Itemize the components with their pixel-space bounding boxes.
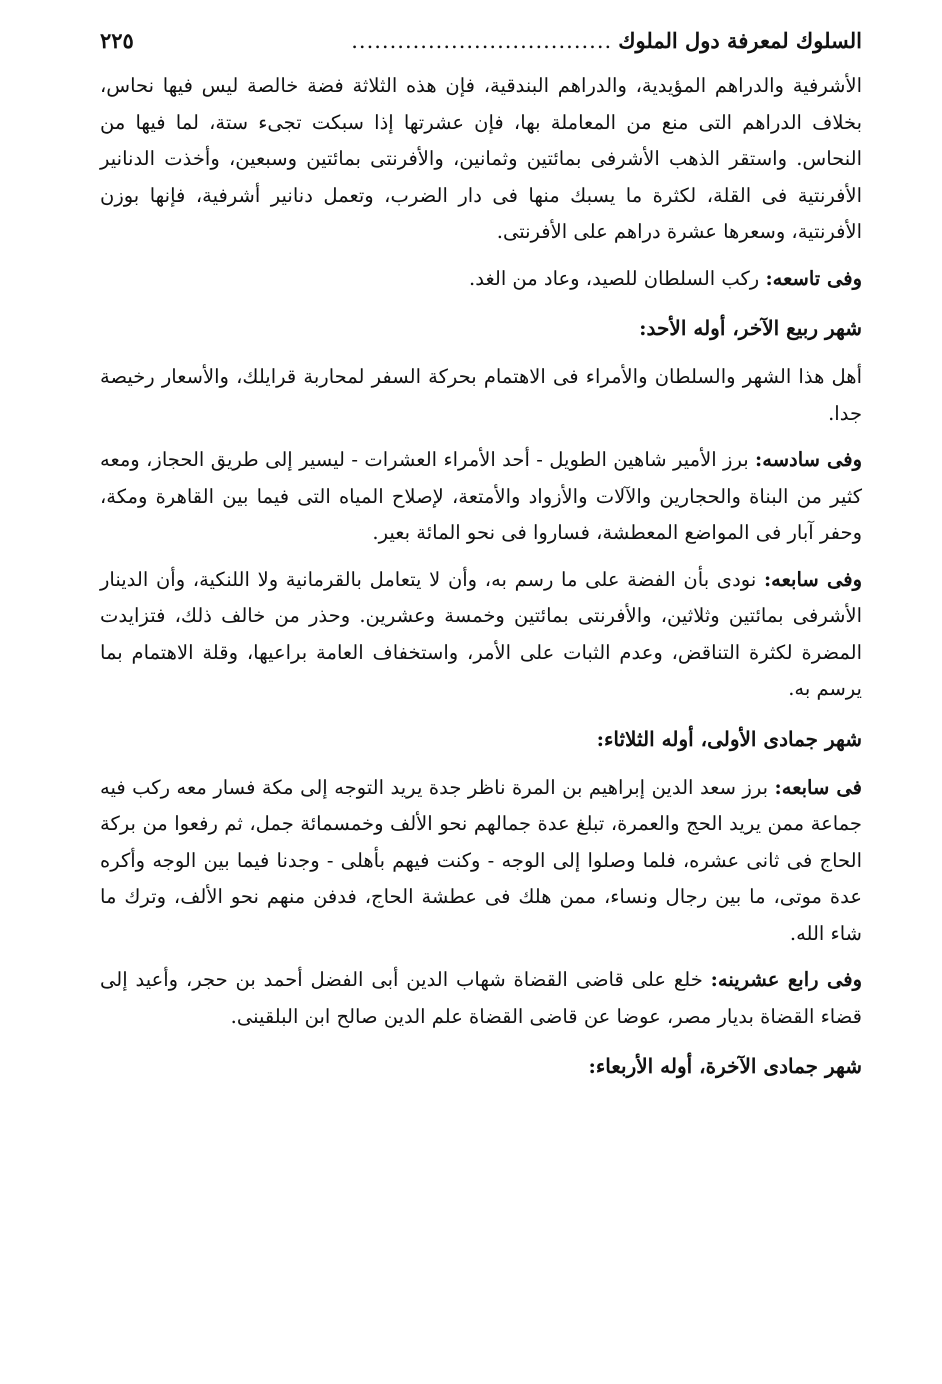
paragraph-seventh — [100, 562, 862, 708]
running-header — [100, 28, 862, 68]
paragraph-text: برز الأمير شاهين الطويل - أحد الأمراء العشرات - ليسير إلى طريق الحجاز، ومعه كثير من البناة والحجارين والآلات والأزواد والأمتعة، لإصلاح المياه التى فيما بين القاهرة ومكة، وحفر آبار فى المواضع المعطشة، فساروا فى نحو المائة بعير. — [100, 448, 862, 544]
paragraph-ninth — [100, 261, 862, 298]
book-page — [100, 28, 862, 1087]
paragraph-text: أهل هذا الشهر والسلطان والأمراء فى الاهتمام بحركة السفر لمحاربة قرايلك، والأسعار رخيصة جدا. — [100, 365, 862, 425]
paragraph-text: خلع على قاضى القضاة شهاب الدين أبى الفضل أحمد بن حجر، وأعيد إلى قضاء القضاة بديار مصر، عوضا عن قاضى القضاة علم الدين صالح ابن البلقينى. — [100, 968, 862, 1028]
section-heading-jumada-al-akhira: شهر جمادى الآخرة، أوله الأربعاء: — [588, 1054, 862, 1078]
paragraph-text: نودى بأن الفضة على ما رسم به، وأن لا يتعامل بالقرمانية ولا اللنكية، وأن الدينار الأشرفى بمائتين وثلاثين، والأفرنتى بمائتين وخمسة وعشرين. وحذر من خالف ذلك، فتزايدت المضرة لكثرة التناقض، وعدم الثبات على الأمر، واستخفاف العامة براعيها، وقلة الاهتمام بما يرسم به. — [100, 567, 862, 700]
paragraph-lead: وفى سادسه: — [755, 448, 862, 471]
paragraph-rabi-intro — [100, 359, 862, 432]
paragraph-lead: وفى سابعه: — [763, 567, 862, 591]
running-title: السلوك لمعرفة دول الملوك — [618, 28, 862, 53]
page-number: ٢٢٥ — [100, 28, 134, 53]
paragraph-lead: فى سابعه: — [774, 775, 862, 799]
dot-leader: .................................. — [351, 29, 613, 53]
paragraph-lead: وفى رابع عشرينه: — [710, 968, 862, 991]
paragraph-jumada-seventh — [100, 770, 862, 953]
paragraph-sixth — [100, 442, 862, 552]
section-heading-rabi-al-akhir: شهر ربيع الآخر، أوله الأحد: — [639, 316, 862, 340]
paragraph-text: برز سعد الدين إبراهيم بن المرة ناظر جدة يريد التوجه إلى مكة فسار معه ركب فيه جماعة ممن يريد الحج والعمرة، تبلغ عدة جمالهم نحو الألف وخمسمائة جمل، ثم رفعوا من بركة الحاج فى ثانى عشره، فلما وصلوا إلى الوجه - وكنت فيهم بأهلى - وجدنا فيما بين الوجه وأكره عدة موتى، ما بين رجال ونساء، ممن هلك فى عطشة الحاج، فدفن منهم نحو الألف، وترك ما شاء الله. — [100, 775, 862, 945]
paragraph-text: الأشرفية والدراهم المؤيدية، والدراهم البندقية، فإن هذه الثلاثة فضة خالصة ليس فيها نحاس، بخلاف الدراهم التى منع من المعاملة بها، فإن عشرتها إذا سبكت تجىء ستة، لما فيها من النحاس. واستقر الذهب الأشرفى بمائتين وثمانين، والأفرنتى بمائتين وسبعين، وأخذت الدنانير الأفرنتية فى القلة، لكثرة ما يسبك منها فى دار الضرب، وتعمل دنانير أشرفية، فإنها بوزن الأفرنتية، وسعرها عشرة دراهم على الأفرنتى. — [100, 74, 862, 243]
paragraph-currency — [100, 68, 862, 251]
section-heading-jumada-al-ula: شهر جمادى الأولى، أوله الثلاثاء: — [596, 726, 862, 751]
paragraph-text: ركب السلطان للصيد، وعاد من الغد. — [469, 266, 766, 290]
paragraph-lead: وفى تاسعه: — [765, 266, 862, 290]
paragraph-twenty-fourth — [100, 962, 862, 1035]
